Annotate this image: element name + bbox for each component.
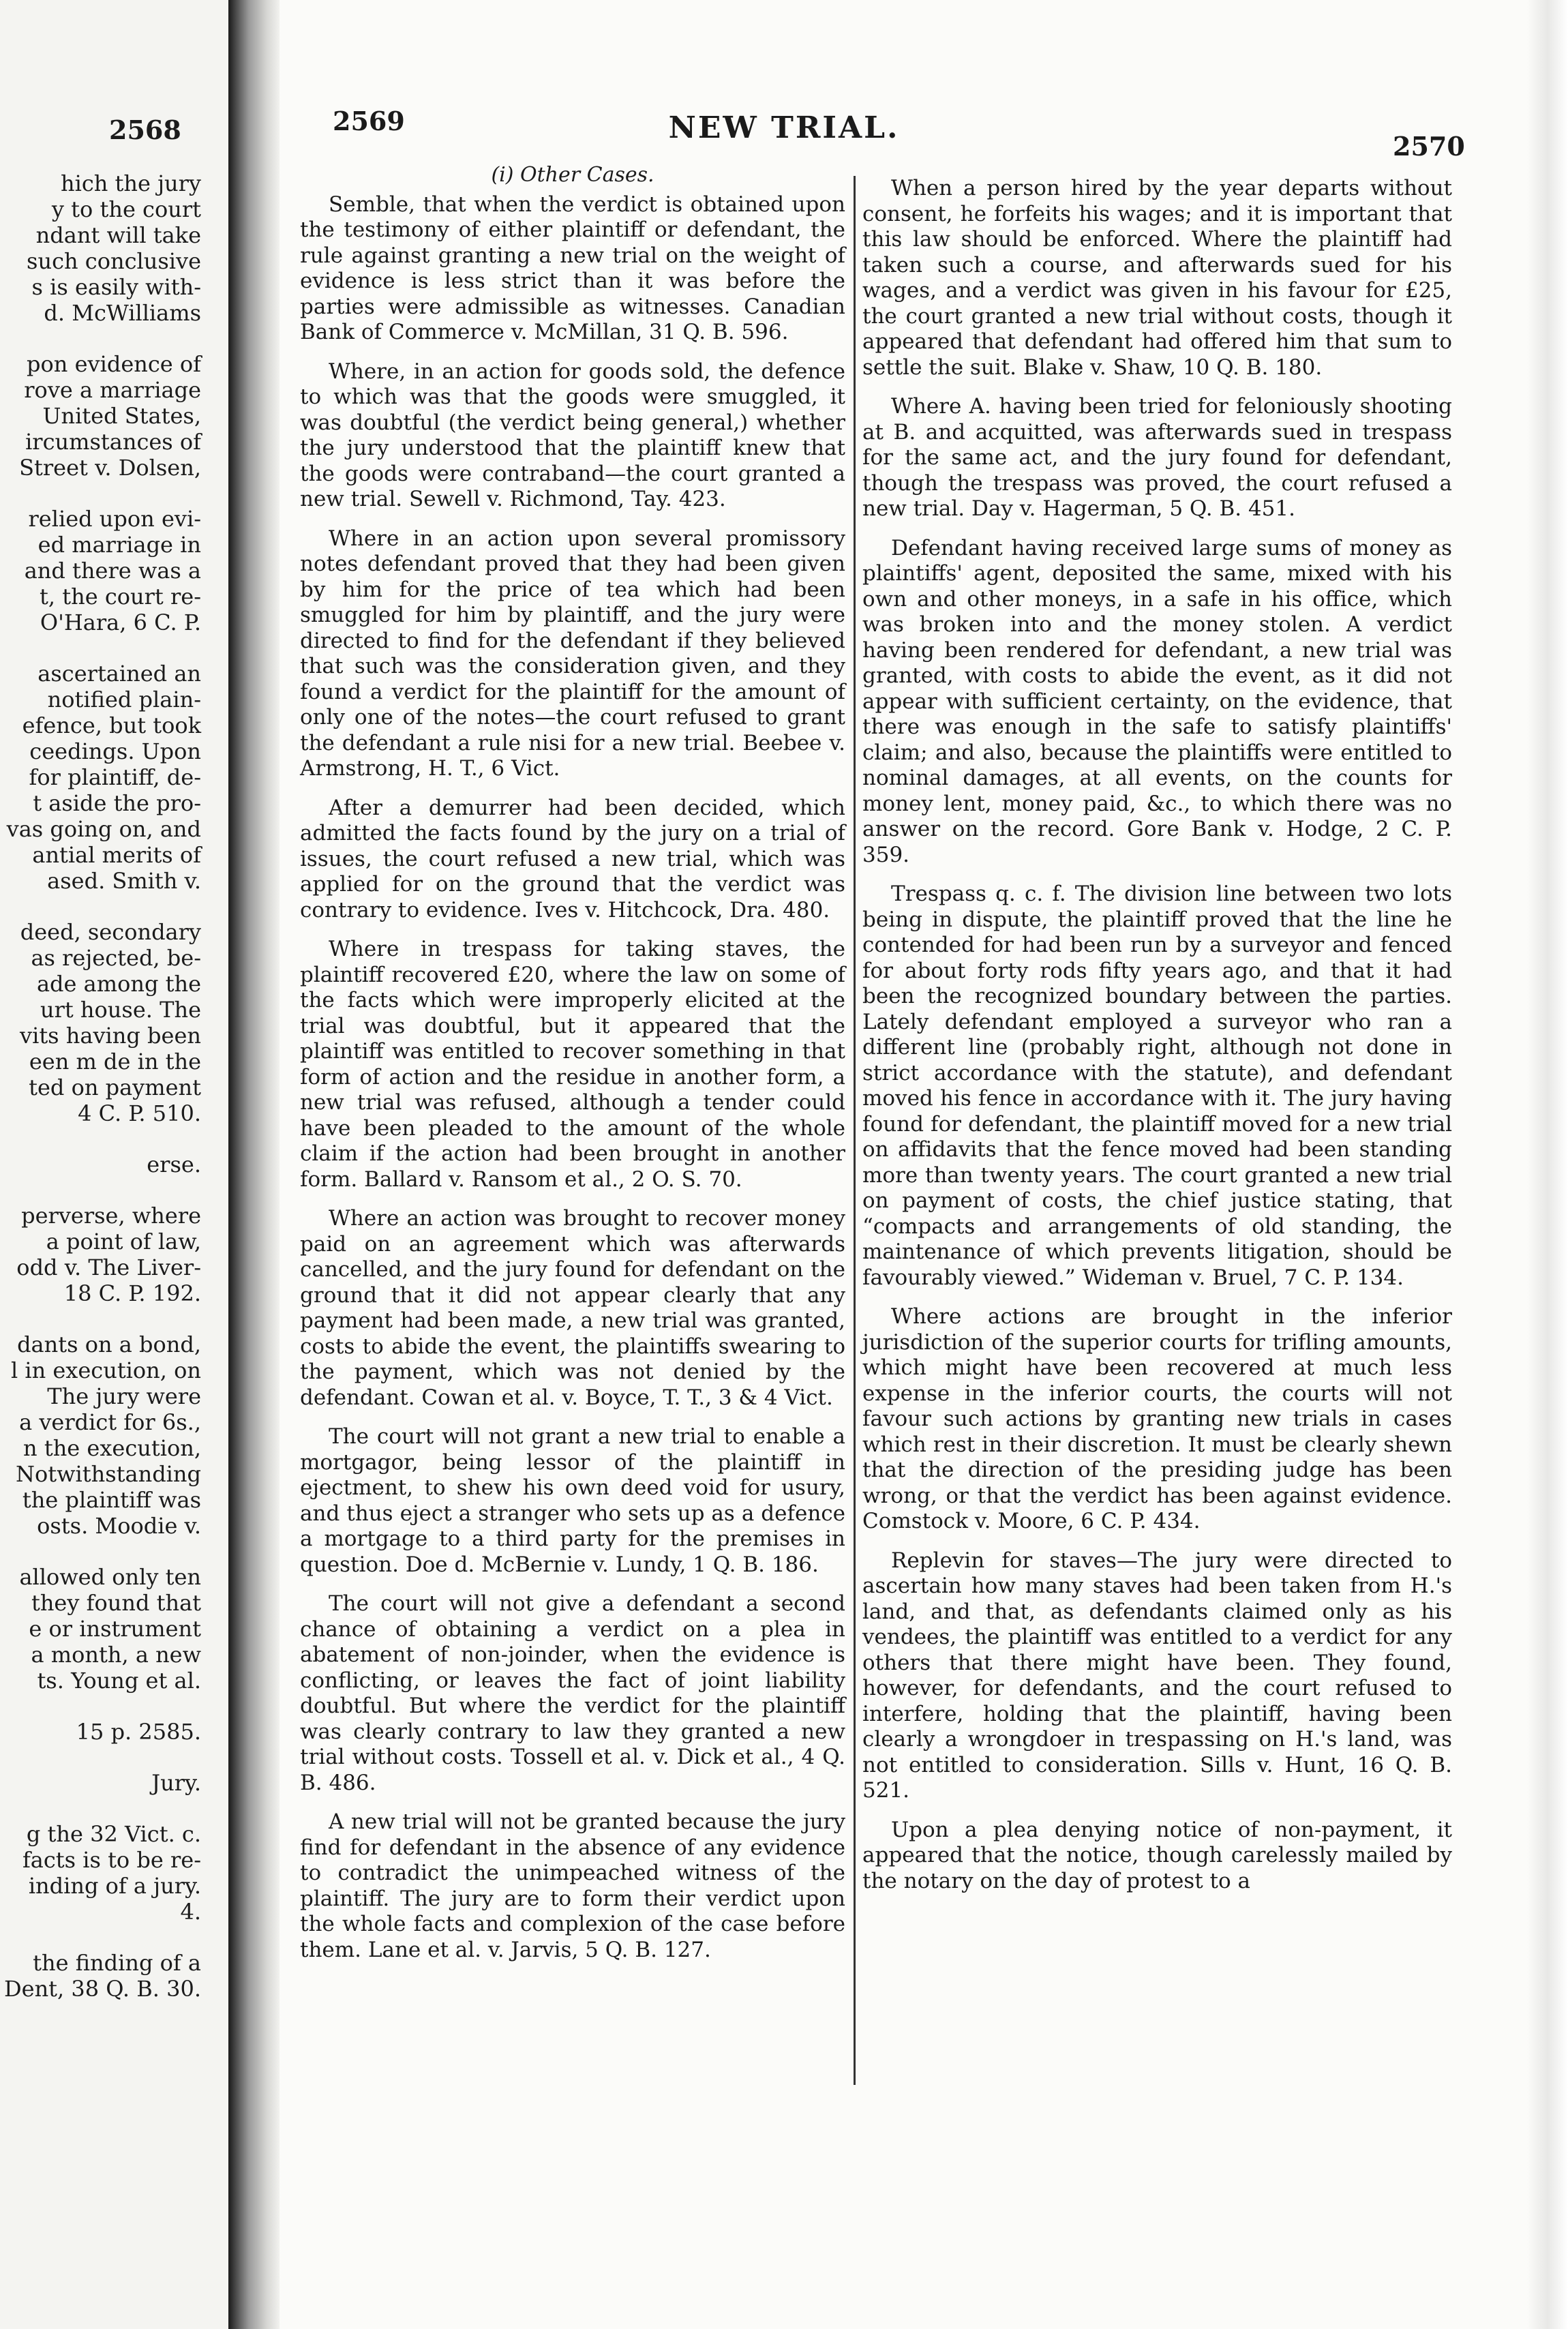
fragment-line: 4 C. P. 510. bbox=[78, 1100, 201, 1126]
fragment-line: perverse, where bbox=[21, 1203, 201, 1229]
case-paragraph: The court will not give a defendant a second chance of obtaining a verdict on a plea in abatement of non-joinder, when the evidence is conflicting, or leaves the fact of joint liability doubtful. But where the verdict for the plaintiff was clearly contrary to law they granted a new trial without costs. Tossell et al. v. Dick et al., 4 Q. B. 486. bbox=[300, 1591, 845, 1795]
fragment-line: United States, bbox=[42, 403, 201, 429]
fragment-line: Street v. Dolsen, bbox=[19, 455, 201, 481]
column-rule bbox=[854, 176, 856, 2085]
fragment-line: t, the court re- bbox=[40, 584, 201, 610]
fragment-line: they found that bbox=[31, 1590, 201, 1616]
case-paragraph: Where A. having been tried for feloniously shooting at B. and acquitted, was afterwards sued in trespass for the same act, and the jury found for defendant, though the trespass was proved, the court refused a new trial. Day v. Hagerman, 5 Q. B. 451. bbox=[862, 394, 1452, 521]
fragment-block bbox=[0, 919, 201, 1126]
fragment-line: 15 p. 2585. bbox=[76, 1719, 201, 1745]
facing-page-fragment bbox=[0, 0, 228, 2329]
fragment-line: deed, secondary bbox=[20, 919, 201, 945]
fragment-line: rove a marriage bbox=[24, 377, 201, 403]
fragment-line: O'Hara, 6 C. P. bbox=[40, 610, 201, 635]
fragment-line: such conclusive bbox=[27, 248, 201, 274]
fragment-line: g the 32 Vict. c. bbox=[26, 1821, 201, 1847]
fragment-line: a month, a new bbox=[31, 1642, 201, 1668]
fragment-line: n the execution, bbox=[23, 1435, 201, 1461]
fragment-block bbox=[0, 1950, 201, 2002]
case-paragraph: After a demurrer had been decided, which admitted the facts found by the jury on a trial of issues, the court refused a new trial, which was applied for on the ground that the verdict was contrary to evidence. Ives v. Hitchcock, Dra. 480. bbox=[300, 795, 845, 922]
fragment-line: Notwithstanding bbox=[16, 1461, 201, 1487]
fragment-line: ased. Smith v. bbox=[47, 868, 201, 894]
fragment-line: vas going on, and bbox=[6, 816, 201, 842]
fragment-line: 4. bbox=[180, 1899, 201, 1925]
fragment-line: t aside the pro- bbox=[33, 790, 201, 816]
case-paragraph: Upon a plea denying notice of non-payment, it appeared that the notice, though carelessly mailed by the notary on the day of protest to a bbox=[862, 1817, 1452, 1893]
fragment-line: the plaintiff was bbox=[22, 1487, 201, 1513]
fragment-line: notified plain- bbox=[47, 687, 201, 712]
case-paragraph: When a person hired by the year departs without consent, he forfeits his wages; and it is important that this law should be enforced. Where the plaintiff had taken such a course, and afterwards sued for his wages, and a verdict was given in his favour for £25, the court granted a new trial without costs, though it appeared that defendant had offered him that sum to settle the suit. Blake v. Shaw, 10 Q. B. 180. bbox=[862, 176, 1452, 380]
fragment-line: ed marriage in bbox=[37, 532, 201, 558]
facing-page-text bbox=[0, 170, 201, 2027]
fragment-line: a verdict for 6s., bbox=[19, 1409, 201, 1435]
fragment-line: as rejected, be- bbox=[31, 945, 201, 971]
fragment-line: antial merits of bbox=[32, 842, 201, 868]
page-edge bbox=[1527, 0, 1568, 2329]
fragment-line: vits having been bbox=[20, 1023, 201, 1049]
fragment-line: facts is to be re- bbox=[22, 1847, 201, 1873]
fragment-line: d. McWilliams bbox=[44, 300, 201, 326]
fragment-line: een m de in the bbox=[29, 1049, 201, 1075]
fragment-line: pon evidence of bbox=[27, 351, 201, 377]
running-head: NEW TRIAL. bbox=[668, 110, 900, 145]
text-column-left bbox=[300, 162, 845, 1977]
fragment-line: allowed only ten bbox=[19, 1564, 201, 1590]
case-paragraph: Trespass q. c. f. The division line between two lots being in dispute, the plaintiff proved that the line he contended for had been run by a surveyor and fenced for about forty rods fifty years ago, and that it had been the recognized boundary between the parties. Lately defendant employed a surveyor who ran a different line (probably right, although not done in strict accordance with the statute), and defendant moved his fence in accordance with it. The jury having found for defendant, the plaintiff moved for a new trial on affidavits that the fence moved had been standing more than twenty years. The court granted a new trial on payment of costs, the chief justice stating, that “compacts and arrangements of old standing, the maintenance of which prevents litigation, should be favourably viewed.” Wideman v. Bruel, 7 C. P. 134. bbox=[862, 882, 1452, 1290]
fragment-line: e or instrument bbox=[29, 1616, 201, 1642]
fragment-block bbox=[0, 661, 201, 894]
case-paragraph: A new trial will not be granted because the jury find for defendant in the absence of any evidence to contradict the unimpeached witness of the plaintiff. The jury are to form their verdict upon the whole facts and complexion of the case before them. Lane et al. v. Jarvis, 5 Q. B. 127. bbox=[300, 1809, 845, 1962]
fragment-line: relied upon evi- bbox=[28, 506, 201, 532]
fragment-block bbox=[0, 351, 201, 481]
case-paragraph: Where, in an action for goods sold, the defence to which was that the goods were smuggled, it was doubtful (the verdict being general,) whether the jury understood that the plaintiff knew that the goods were contraband—the court granted a new trial. Sewell v. Richmond, Tay. 423. bbox=[300, 359, 845, 511]
case-paragraph: Semble, that when the verdict is obtained upon the testimony of either plaintiff or defendant, the rule against granting a new trial on the weight of evidence is less strict than it was before the parties were admissible as witnesses. Canadian Bank of Commerce v. McMillan, 31 Q. B. 596. bbox=[300, 192, 845, 344]
fragment-line: ceedings. Upon bbox=[29, 738, 201, 764]
case-paragraph: Where actions are brought in the inferior jurisdiction of the superior courts for trifling amounts, which might have been recovered at much less expense in the inferior courts, the courts will not favour such actions by granting new trials in cases which rest in their discretion. It must be clearly shewn that the direction of the presiding judge has been wrong, or that the verdict has been against evidence. Comstock v. Moore, 6 C. P. 434. bbox=[862, 1304, 1452, 1533]
section-heading: (i) Other Cases. bbox=[491, 163, 654, 187]
fragment-line: 18 C. P. 192. bbox=[63, 1280, 201, 1306]
fragment-line: erse. bbox=[147, 1152, 201, 1177]
case-paragraph: The court will not grant a new trial to enable a mortgagor, being lessor of the plaintiff in ejectment, to shew his own deed void for usury, and thus eject a stranger who sets up as a defence a mortgage to a third party for the premises in question. Doe d. McBernie v. Lundy, 1 Q. B. 186. bbox=[300, 1424, 845, 1577]
fragment-line: hich the jury bbox=[60, 170, 201, 196]
facing-page-number: 2568 bbox=[109, 115, 181, 145]
fragment-line: osts. Moodie v. bbox=[37, 1513, 201, 1539]
page-number-left: 2569 bbox=[333, 106, 405, 136]
case-paragraph: Where an action was brought to recover money paid on an agreement which was afterwards cancelled, and the jury found for defendant on the ground that it did not appear clearly that any payment had been made, a new trial was granted, costs to abide the event, the plaintiffs swearing to the payment, which was not denied by the defendant. Cowan et al. v. Boyce, T. T., 3 & 4 Vict. bbox=[300, 1206, 845, 1410]
fragment-line: ndant will take bbox=[35, 222, 201, 248]
fragment-block bbox=[0, 1770, 201, 1796]
fragment-line: Jury. bbox=[151, 1770, 201, 1796]
fragment-line: ted on payment bbox=[29, 1075, 201, 1100]
fragment-line: l in execution, on bbox=[10, 1357, 201, 1383]
fragment-line: odd v. The Liver- bbox=[16, 1254, 201, 1280]
book-gutter bbox=[228, 0, 280, 2329]
fragment-line: a point of law, bbox=[46, 1229, 201, 1254]
fragment-line: inding of a jury. bbox=[28, 1873, 201, 1899]
case-paragraph: Where in trespass for taking staves, the plaintiff recovered £20, where the law on some of the facts which were improperly elicited at the trial was doubtful, but it appeared that the plaintiff was entitled to recover something in that form of action and the residue in another form, a new trial was refused, although a tender could have been pleaded to the amount of the whole claim if the action had been brought in another form. Ballard v. Ransom et al., 2 O. S. 70. bbox=[300, 937, 845, 1192]
fragment-line: the finding of a bbox=[33, 1950, 201, 1976]
fragment-line: for plaintiff, de- bbox=[29, 764, 201, 790]
fragment-line: efence, but took bbox=[22, 712, 201, 738]
fragment-block bbox=[0, 506, 201, 635]
fragment-line: The jury were bbox=[47, 1383, 201, 1409]
fragment-line: s is easily with- bbox=[31, 274, 201, 300]
fragment-block bbox=[0, 1719, 201, 1745]
case-paragraph: Defendant having received large sums of money as plaintiffs' agent, deposited the same, mixed with his own and other moneys, in a safe in his office, which was broken into and the money stolen. A verdict having been rendered for defendant, a new trial was granted, with costs to abide the event, as it did not appear with sufficient certainty, on the evidence, that there was enough in the safe to satisfy plaintiffs' claim; and also, because the plaintiffs were entitled to nominal damages, at all events, on the counts for money lent, money paid, &c., to which there was no answer on the record. Gore Bank v. Hodge, 2 C. P. 359. bbox=[862, 535, 1452, 867]
fragment-block bbox=[0, 1821, 201, 1925]
fragment-line: urt house. The bbox=[40, 997, 201, 1023]
fragment-line: ade among the bbox=[36, 971, 201, 997]
fragment-block bbox=[0, 170, 201, 326]
fragment-line: y to the court bbox=[51, 196, 201, 222]
fragment-line: Dent, 38 Q. B. 30. bbox=[3, 1976, 201, 2002]
fragment-block bbox=[0, 1152, 201, 1177]
fragment-line: and there was a bbox=[24, 558, 201, 584]
fragment-block bbox=[0, 1203, 201, 1306]
text-column-right bbox=[862, 176, 1452, 1908]
case-paragraph: Where in an action upon several promissory notes defendant proved that they had been given by him for the price of tea which had been smuggled for him by plaintiff, and the jury were directed to find for the defendant if they believed that such was the consideration given, and they found a verdict for the plaintiff for the amount of only one of the notes—the court refused to grant the defendant a rule nisi for a new trial. Beebee v. Armstrong, H. T., 6 Vict. bbox=[300, 526, 845, 781]
fragment-block bbox=[0, 1332, 201, 1539]
fragment-line: ircumstances of bbox=[25, 429, 201, 455]
fragment-line: ts. Young et al. bbox=[37, 1668, 201, 1694]
page-number-right: 2570 bbox=[1393, 131, 1465, 162]
fragment-line: dants on a bond, bbox=[17, 1332, 201, 1357]
fragment-block bbox=[0, 1564, 201, 1694]
fragment-line: ascertained an bbox=[37, 661, 201, 687]
case-paragraph: Replevin for staves—The jury were directed to ascertain how many staves had been taken from H.'s land, and that, as defendants claimed only as his vendees, the plaintiff was entitled to a verdict for any others that there might have been. They found, however, for defendants, and the court refused to interfere, holding that the plaintiff, having been clearly a wrongdoer in trespassing on H.'s land, was not entitled to consideration. Sills v. Hunt, 16 Q. B. 521. bbox=[862, 1548, 1452, 1803]
